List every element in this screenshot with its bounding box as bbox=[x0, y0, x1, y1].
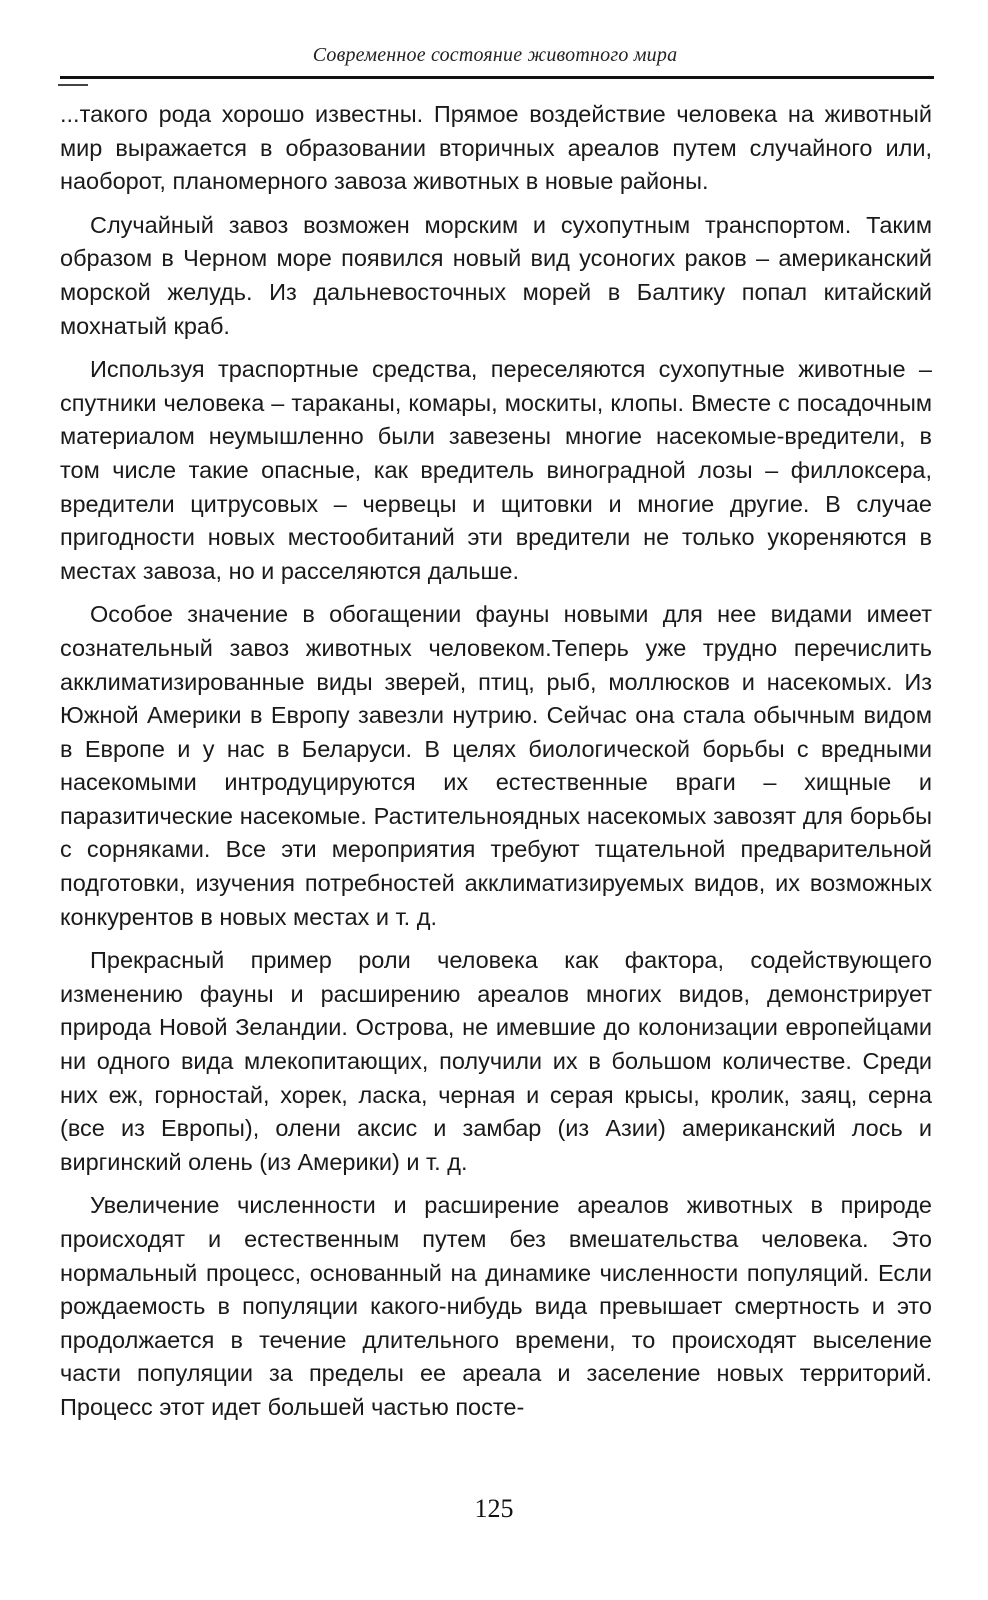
body-text bbox=[60, 98, 932, 1435]
paragraph-6: Увеличение численности и расширение ареалов животных в природе происходят и естественным путем без вмешательства человека. Это нормальный процесс, основанный на динамике численности популяций. Если рождаемость в популяции какого-нибудь вида превышает смертность и это продолжается в течение длительного времени, то происходят выселение части популяции за пределы ее ареала и заселение новых территорий. Процесс этот идет большей частью посте- bbox=[60, 1192, 932, 1420]
running-head: Современное состояние животного мира bbox=[312, 44, 678, 66]
page-number: 125 bbox=[474, 1494, 514, 1523]
paragraph-1: ...такого рода хорошо известны. Прямое воздействие человека на животный мир выражается в образовании вторичных ареалов путем случайного или, наоборот, планомерного завоза животных в новые районы. bbox=[60, 101, 932, 195]
paragraph-4: Особое значение в обогащении фауны новыми для нее видами имеет сознательный завоз животных человеком.Теперь уже трудно перечислить акклиматизированные виды зверей, птиц, рыб, моллюсков и насекомых. Из Южной Америки в Европу завезли нутрию. Сейчас она стала обычным видом в Европе и у нас в Беларуси. В целях биологической борьбы с вредными насекомыми интродуцируются их естественные враги – хищные и паразитические насекомые. Растительноядных насекомых завозят для борьбы с сорняками. Все эти мероприятия требуют тщательной предварительной подготовки, изучения потребностей акклиматизируемых видов, их возможных конкурентов в новых местах и т. д. bbox=[60, 601, 932, 930]
header-rule bbox=[60, 76, 934, 79]
paragraph-5: Прекрасный пример роли человека как фактора, содействующего изменению фауны и расширению ареалов многих видов, демонстрирует природа Новой Зеландии. Острова, не имевшие до колонизации европейцами ни одного вида млекопитающих, получили их в большом количестве. Среди них еж, горностай, хорек, ласка, черная и серая крысы, кролик, заяц, серна (все из Европы), олени аксис и замбар (из Азии) американский лось и виргинский олень (из Америки) и т. д. bbox=[60, 947, 932, 1175]
paragraph-2: Случайный завоз возможен морским и сухопутным транспортом. Таким образом в Черном море появился новый вид усоногих раков – американский морской желудь. Из дальневосточных морей в Балтику попал китайский мохнатый краб. bbox=[60, 211, 932, 339]
header-rule-mark bbox=[58, 84, 88, 86]
paragraph-3: Используя траспортные средства, переселяются сухопутные животные – спутники человека – тараканы, комары, москиты, клопы. Вместе с посадочным материалом неумышленно были завезены многие насекомые-вредители, в том числе такие опасные, как вредитель виноградной лозы – филлоксера, вредители цитрусовых – червецы и щитовки и многие другие. В случае пригодности новых местообитаний эти вредители не только укореняются в местах завоза, но и расселяются дальше. bbox=[60, 356, 932, 584]
